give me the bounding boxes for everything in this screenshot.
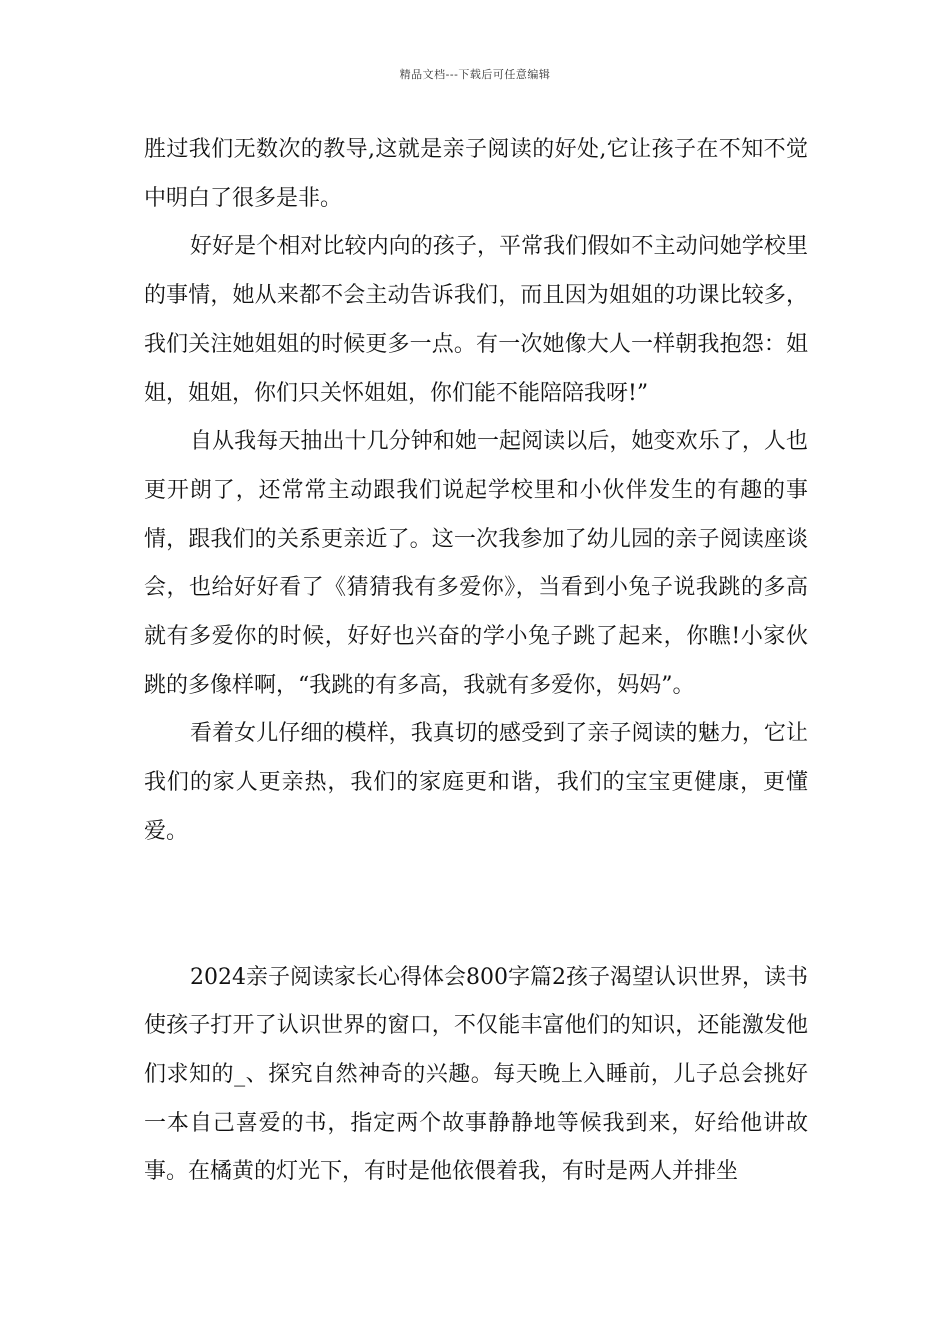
paragraph-2: 好好是个相对比较内向的孩子，平常我们假如不主动问她学校里的事情，她从来都不会主动告诉我们，而且因为姐姐的功课比较多，我们关注她姐姐的时候更多一点。有一次她像大人一样朝我抱怨：姐姐，姐姐，你们只关怀姐姐，你们能不能陪陪我呀!” (144, 234, 808, 406)
page-header: 精品文档---下载后可任意编辑 (399, 68, 551, 81)
paragraph-4: 看着女儿仔细的模样，我真切的感受到了亲子阅读的魅力，它让我们的家人更亲热，我们的家庭更和谐，我们的宝宝更健康，更懂爱。 (144, 721, 808, 844)
document-body (144, 126, 808, 1197)
paragraph-1: 胜过我们无数次的教导,这就是亲子阅读的好处,它让孩子在不知不觉中明白了很多是非。 (144, 137, 808, 211)
section-2-paragraph: 2024亲子阅读家长心得体会800字篇2孩子渴望认识世界，读书使孩子打开了认识世界的窗口，不仅能丰富他们的知识，还能激发他们求知的_、探究自然神奇的兴趣。每天晚上入睡前，儿子总会挑好一本自己喜爱的书，指定两个故事静静地等候我到来，好给他讲故事。在橘黄的灯光下，有时是他依偎着我，有时是两人并排坐 (144, 964, 808, 1185)
section-gap (144, 857, 808, 954)
paragraph-3: 自从我每天抽出十几分钟和她一起阅读以后，她变欢乐了，人也更开朗了，还常常主动跟我们说起学校里和小伙伴发生的有趣的事情，跟我们的关系更亲近了。这一次我参加了幼儿园的亲子阅读座谈会，也给好好看了《猜猜我有多爱你》，当看到小兔子说我跳的多高就有多爱你的时候，好好也兴奋的学小兔子跳了起来，你瞧!小家伙跳的多像样啊，“我跳的有多高，我就有多爱你，妈妈”。 (144, 429, 808, 698)
